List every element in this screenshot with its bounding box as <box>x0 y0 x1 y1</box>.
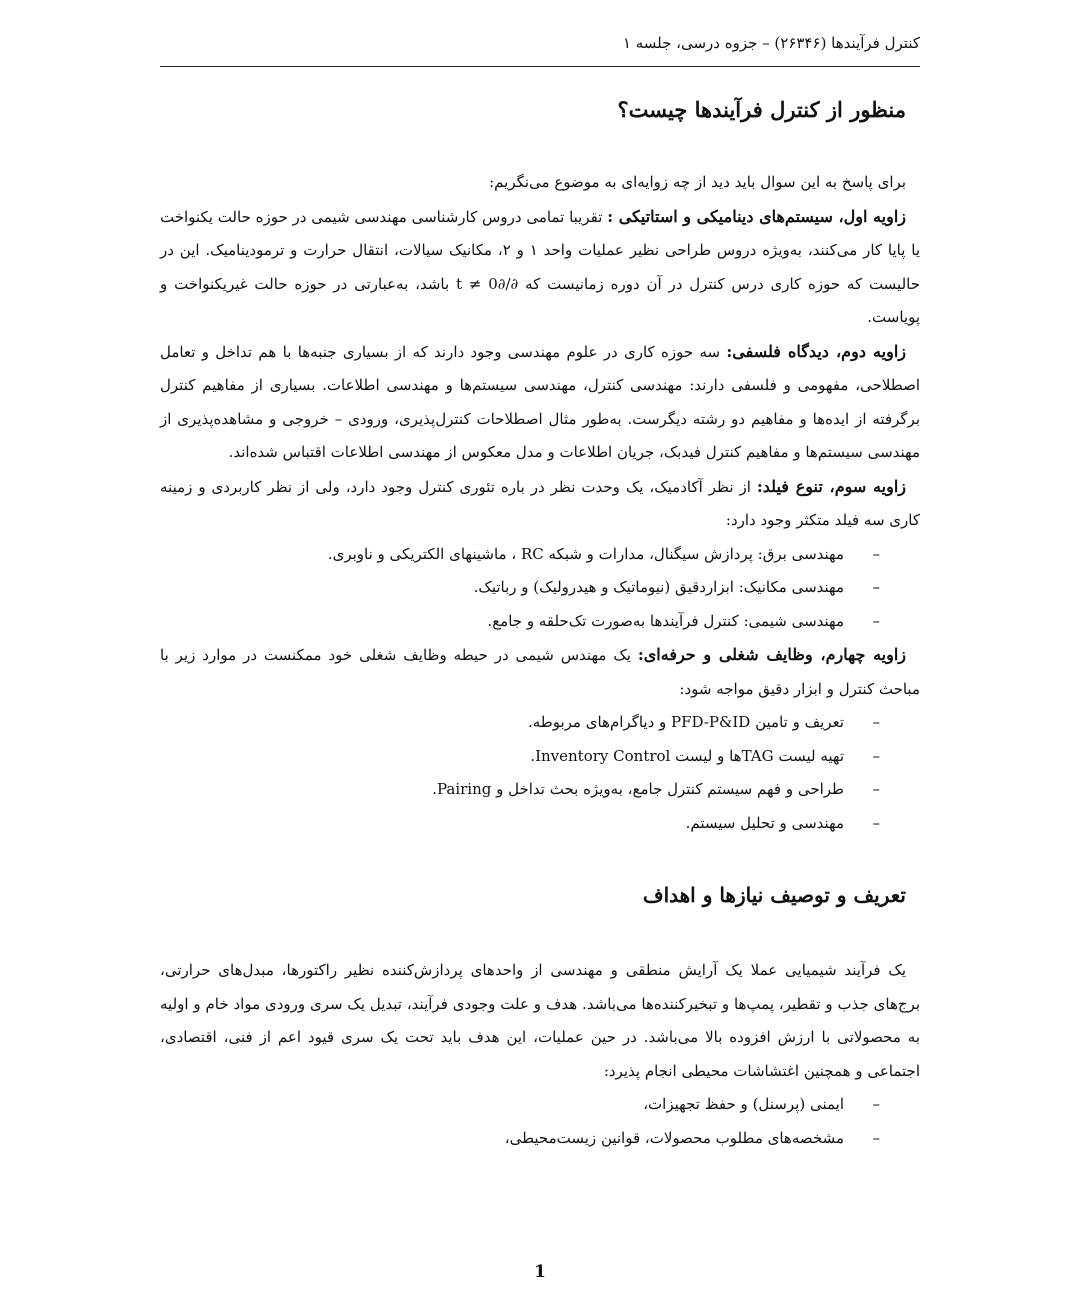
intro-paragraph: برای پاسخ به این سوال باید دید از چه زوایه‌ای به موضوع می‌نگریم: <box>489 173 906 191</box>
angle-1-text: تقریبا تمامی دروس کارشناسی مهندسی شیمی در حوزه حالت یکنواخت یا پایا کار می‌کنند، به‌ویژه دروس طراحی نظیر عملیات واحد ۱ و ۲، مکانیک سیالات، انتقال حرارت و ترمودینامیک. این در حالیست که حوزه کاری درس کنترل در آن دوره زمانیست که ∂/∂t ≠ 0 باشد، به‌عبارتی در حوزه حالت غیریکنواخت و پویاست. <box>160 207 921 326</box>
angle-3-lead: زاویه سوم، تنوع فیلد: <box>756 476 906 496</box>
section-heading-needs-goals: تعریف و توصیف نیازها و اهداف <box>642 883 906 907</box>
list-item-text: طراحی و فهم سیستم کنترل جامع، به‌ویژه بحث تداخل و Pairing. <box>432 780 844 798</box>
dash-marker: – <box>872 813 880 832</box>
list-item <box>160 571 880 605</box>
header-rule <box>160 66 920 67</box>
constraints-list <box>160 1088 920 1155</box>
angle-1-lead: زاویه اول، سیستم‌های دینامیکی و استاتیکی : <box>607 206 906 226</box>
running-header: کنترل فرآیندها (۲۶۳۴۶) – جزوه درسی، جلسه ۱ <box>622 34 920 52</box>
list-item-text: تهیه لیست TAGها و لیست Inventory Control. <box>530 746 844 765</box>
angle-2-lead: زاویه دوم، دیدگاه فلسفی: <box>726 341 906 361</box>
dash-marker: – <box>872 611 880 630</box>
list-item-text: مهندسی و تحلیل سیستم. <box>685 813 844 832</box>
angle-2-text: سه حوزه کاری در علوم مهندسی وجود دارند که از بسیاری جنبه‌ها با هم تداخل و تعامل اصطلاحی، مفهومی و فلسفی دارند: مهندسی کنترل، مهندسی سیستم‌ها و مهندسی اطلاعات. بسیاری از مفاهیم کنترل برگرفته از ایده‌ها و مفاهیم دو رشته دیگرست. به‌طور مثال اصطلاحات کنترل‌پذیری، ورودی – خروجی و مشاهده‌پذیری از مهندسی سیستم‌ها و مفاهیم کنترل فیدبک، جریان اطلاعات و مدل معکوس از مهندسی اطلاعات اقتباس شده‌اند. <box>160 342 920 461</box>
list-item <box>160 1122 880 1156</box>
list-item-text: مهندسی مکانیک: ابزاردقیق (نیوماتیک و هیدرولیک) و رباتیک. <box>473 578 844 596</box>
list-item <box>160 740 880 774</box>
dash-marker: – <box>872 1095 880 1113</box>
job-duties-list <box>160 706 920 840</box>
engineering-fields-list <box>160 538 920 639</box>
dash-marker: – <box>872 578 880 596</box>
list-item-text: مهندسی شیمی: کنترل فرآیندها به‌صورت تک‌حلقه و جامع. <box>487 611 844 630</box>
list-item-text: ایمنی (پرسنل) و حفظ تجهیزات، <box>643 1095 844 1113</box>
list-item-text: تعریف و تامین PFD-P&ID و دیاگرام‌های مربوطه. <box>527 713 844 731</box>
angle-4-paragraph <box>160 638 920 706</box>
dash-marker: – <box>872 1128 880 1147</box>
dash-marker: – <box>872 746 880 765</box>
page-number: 1 <box>534 1262 546 1282</box>
angle-3-paragraph <box>160 470 920 538</box>
list-item <box>160 605 880 639</box>
angle-4-lead: زاویه چهارم، وظایف شغلی و حرفه‌ای: <box>637 645 906 664</box>
dash-marker: – <box>872 713 880 731</box>
list-item <box>160 773 880 807</box>
dash-marker: – <box>872 544 880 563</box>
angle-3-text: از نظر آکادمیک، یک وحدت نظر در باره تئوری کنترل وجود دارد، ولی از نظر کاربردی و زمینه کاری سه فیلد متکثر وجود دارد: <box>160 477 920 529</box>
list-item <box>160 538 880 572</box>
angle-2-paragraph <box>160 335 920 470</box>
section-heading-process-control: منظور از کنترل فرآیندها چیست؟ <box>617 97 906 122</box>
list-item-text: مهندسی برق: پردازش سیگنال، مدارات و شبکه RC ، ماشینهای الکتریکی و ناوبری. <box>327 544 844 563</box>
list-item-text: مشخصه‌های مطلوب محصولات، قوانین زیست‌محیطی، <box>504 1128 844 1147</box>
angle-4-text: یک مهندس شیمی در حیطه وظایف شغلی خود ممکنست در موارد زیر با مباحث کنترل و ابزار دقیق مواجه شود: <box>160 646 920 698</box>
angle-1-paragraph <box>160 200 920 335</box>
dash-marker: – <box>872 780 880 798</box>
list-item <box>160 807 880 841</box>
list-item <box>160 1088 880 1122</box>
list-item <box>160 706 880 740</box>
page-content <box>160 88 920 1155</box>
process-definition-paragraph: یک فرآیند شیمیایی عملا یک آرایش منطقی و مهندسی از واحدهای پردازش‌کننده نظیر راکتورها، مبدل‌های حرارتی، برج‌های جذب و تقطیر، پمپ‌ها و تبخیرکننده‌ها می‌باشد. هدف و علت وجودی فرآیند، تبدیل یک سری ورودی مواد خام و اولیه به محصولاتی با ارزش افزوده بالا می‌باشد. در حین عملیات، این هدف باید تحت یک سری قیود اعم از فنی، اقتصادی، اجتماعی و همچنین اغتشاشات محیطی انجام پذیرد: <box>160 961 920 1080</box>
